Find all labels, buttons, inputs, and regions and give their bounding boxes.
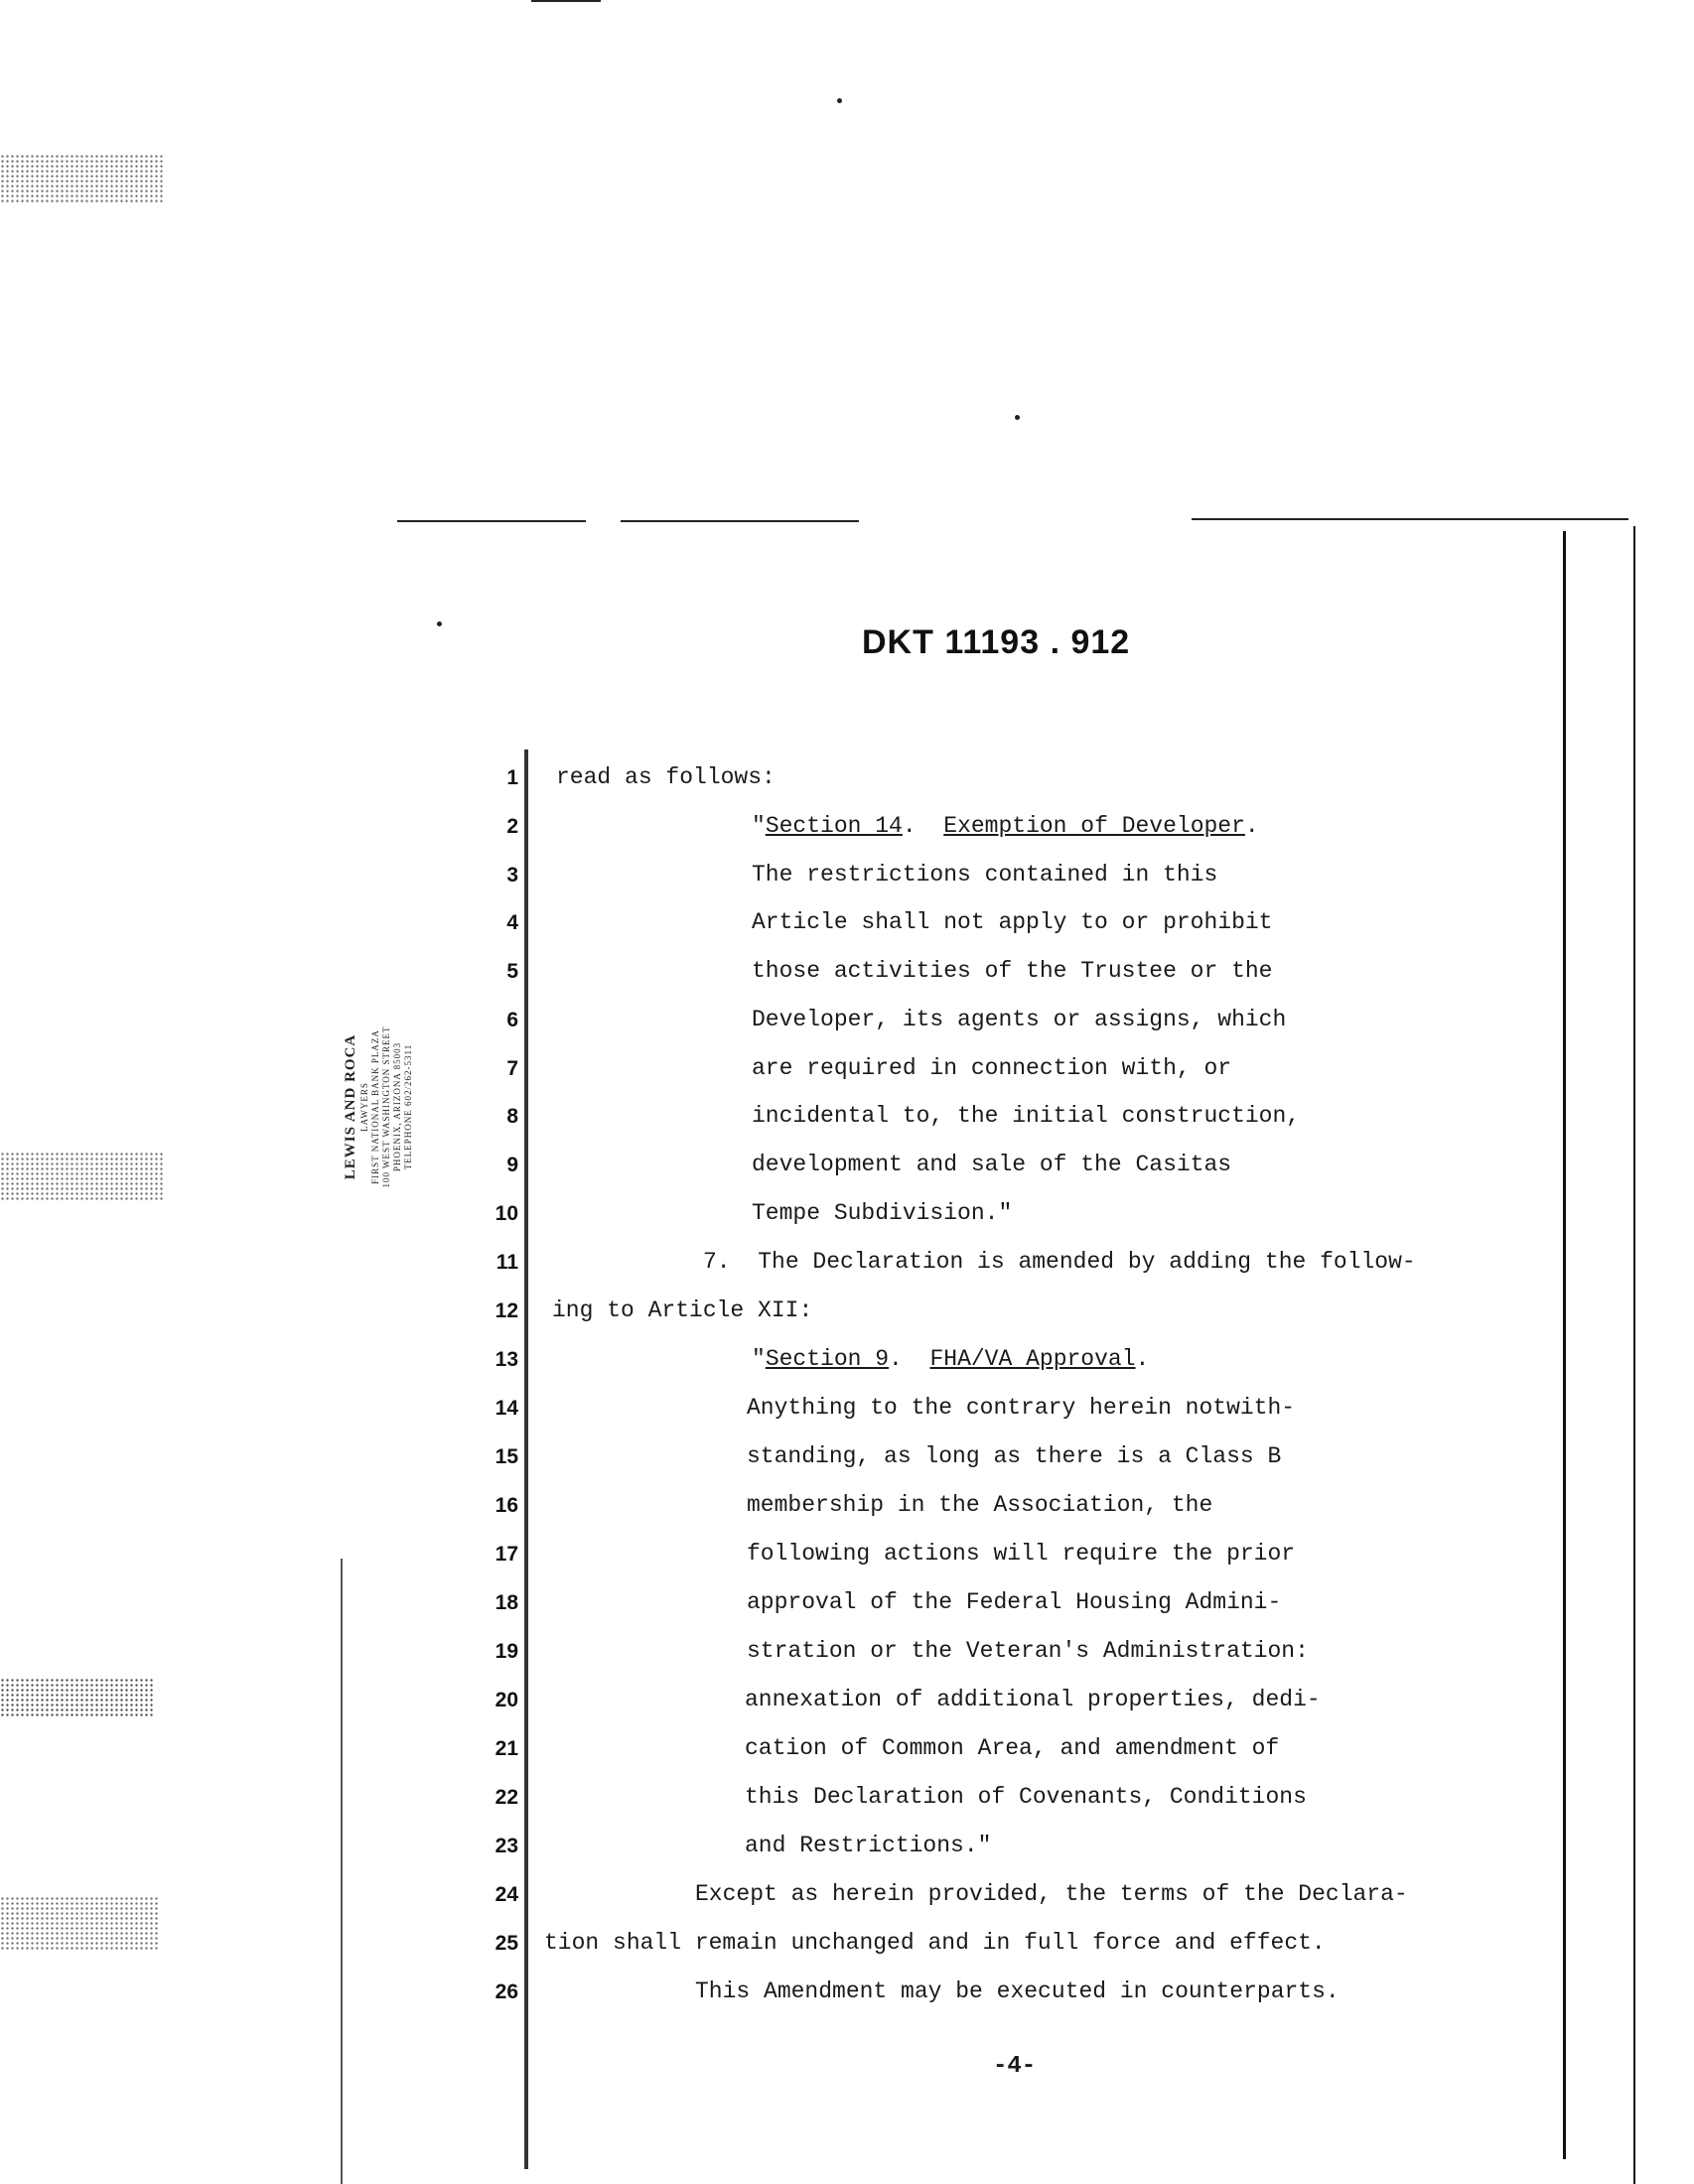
body-line: 7. The Declaration is amended by adding the follow- [703, 1249, 1416, 1275]
line-number: 11 [495, 1251, 518, 1274]
heading-separator: . [902, 813, 944, 839]
header-rule-mid [621, 520, 859, 522]
body-line: development and sale of the Casitas [752, 1152, 1232, 1177]
scan-speckle-top-left [0, 154, 164, 204]
scan-speckle-mid-left [0, 1152, 164, 1201]
body-line: and Restrictions." [745, 1833, 992, 1858]
line-number: 6 [506, 1009, 518, 1031]
section-heading-line [752, 813, 1259, 839]
line-number: 17 [494, 1543, 518, 1566]
law-firm-block [343, 943, 432, 1271]
firm-address-line2: 100 WEST WASHINGTON STREET [381, 1025, 391, 1188]
firm-city: PHOENIX, ARIZONA 85003 [392, 1041, 402, 1172]
line-number: 19 [494, 1640, 518, 1663]
body-line: this Declaration of Covenants, Conditions [745, 1784, 1307, 1810]
line-number: 13 [494, 1348, 518, 1371]
header-rule-left [397, 520, 586, 522]
firm-address-line1: FIRST NATIONAL BANK PLAZA [370, 1029, 380, 1184]
firm-name: LEWIS AND ROCA [343, 1033, 358, 1180]
section-title: Exemption of Developer [943, 813, 1245, 839]
body-line: read as follows: [556, 764, 776, 790]
line-number: 10 [494, 1202, 518, 1225]
section-title: FHA/VA Approval [929, 1346, 1136, 1372]
body-line: The restrictions contained in this [752, 862, 1218, 887]
scan-speckle-bottom-left [0, 1896, 159, 1951]
body-line: Tempe Subdivision." [752, 1200, 1013, 1226]
body-line: Anything to the contrary herein notwith- [747, 1395, 1296, 1421]
section-heading-line [752, 1346, 1149, 1372]
body-line: membership in the Association, the [747, 1492, 1213, 1518]
header-rule-right [1192, 518, 1628, 520]
line-number: 8 [506, 1105, 518, 1128]
body-line: following actions will require the prior [747, 1541, 1296, 1567]
right-margin-line [1563, 531, 1566, 2159]
body-line: stration or the Veteran's Administration: [747, 1638, 1309, 1664]
line-number: 23 [494, 1835, 518, 1857]
line-number: 25 [494, 1932, 518, 1955]
line-number: 16 [494, 1494, 518, 1517]
body-line: cation of Common Area, and amendment of [745, 1735, 1280, 1761]
line-number: 4 [506, 911, 518, 934]
heading-separator: . [889, 1346, 930, 1372]
line-number: 20 [494, 1689, 518, 1711]
body-line: Article shall not apply to or prohibit [752, 909, 1273, 935]
body-line: This Amendment may be executed in counterparts. [695, 1979, 1340, 2004]
scan-dot [837, 98, 842, 103]
line-number: 15 [494, 1445, 518, 1468]
line-number: 2 [506, 815, 518, 838]
body-line: Developer, its agents or assigns, which [752, 1007, 1287, 1032]
body-line: those activities of the Trustee or the [752, 958, 1273, 984]
record-number: DKT 11193 . 912 [862, 623, 1131, 661]
line-number: 24 [494, 1883, 518, 1906]
line-number: 18 [494, 1591, 518, 1614]
line-number: 14 [494, 1397, 518, 1420]
quote-mark: " [752, 813, 766, 839]
line-number: 26 [494, 1980, 518, 2003]
line-number: 1 [506, 766, 518, 789]
body-line: standing, as long as there is a Class B [747, 1443, 1282, 1469]
heading-period: . [1135, 1346, 1150, 1372]
scan-speckle-lower-left [0, 1678, 154, 1717]
section-number: Section 9 [765, 1346, 890, 1372]
body-line: ing to Article XII: [552, 1297, 813, 1323]
far-right-edge-line [1633, 526, 1635, 2184]
left-margin-line [524, 750, 528, 2169]
quote-mark: " [752, 1346, 766, 1372]
line-number: 12 [494, 1299, 518, 1322]
body-line: tion shall remain unchanged and in full force and effect. [544, 1930, 1326, 1956]
heading-period: . [1244, 813, 1259, 839]
body-line: annexation of additional properties, dedi- [745, 1687, 1321, 1712]
line-number: 22 [494, 1786, 518, 1809]
firm-phone: TELEPHONE 602/262-5311 [403, 1043, 413, 1170]
scan-dot [1015, 415, 1020, 420]
scan-dot [437, 621, 442, 626]
page-number: -4- [993, 2053, 1037, 2080]
line-number: 21 [494, 1737, 518, 1760]
line-number: 3 [506, 864, 518, 887]
body-line: Except as herein provided, the terms of the Declara- [695, 1881, 1408, 1907]
firm-role: LAWYERS [359, 1082, 369, 1132]
line-number: 9 [506, 1154, 518, 1176]
body-line: approval of the Federal Housing Admini- [747, 1589, 1282, 1615]
far-left-edge-line [341, 1559, 343, 2184]
line-number: 5 [506, 960, 518, 983]
line-number: 7 [506, 1057, 518, 1080]
body-line: are required in connection with, or [752, 1055, 1232, 1081]
top-scan-rule [531, 0, 601, 2]
body-line: incidental to, the initial construction, [752, 1103, 1301, 1129]
section-number: Section 14 [765, 813, 903, 839]
